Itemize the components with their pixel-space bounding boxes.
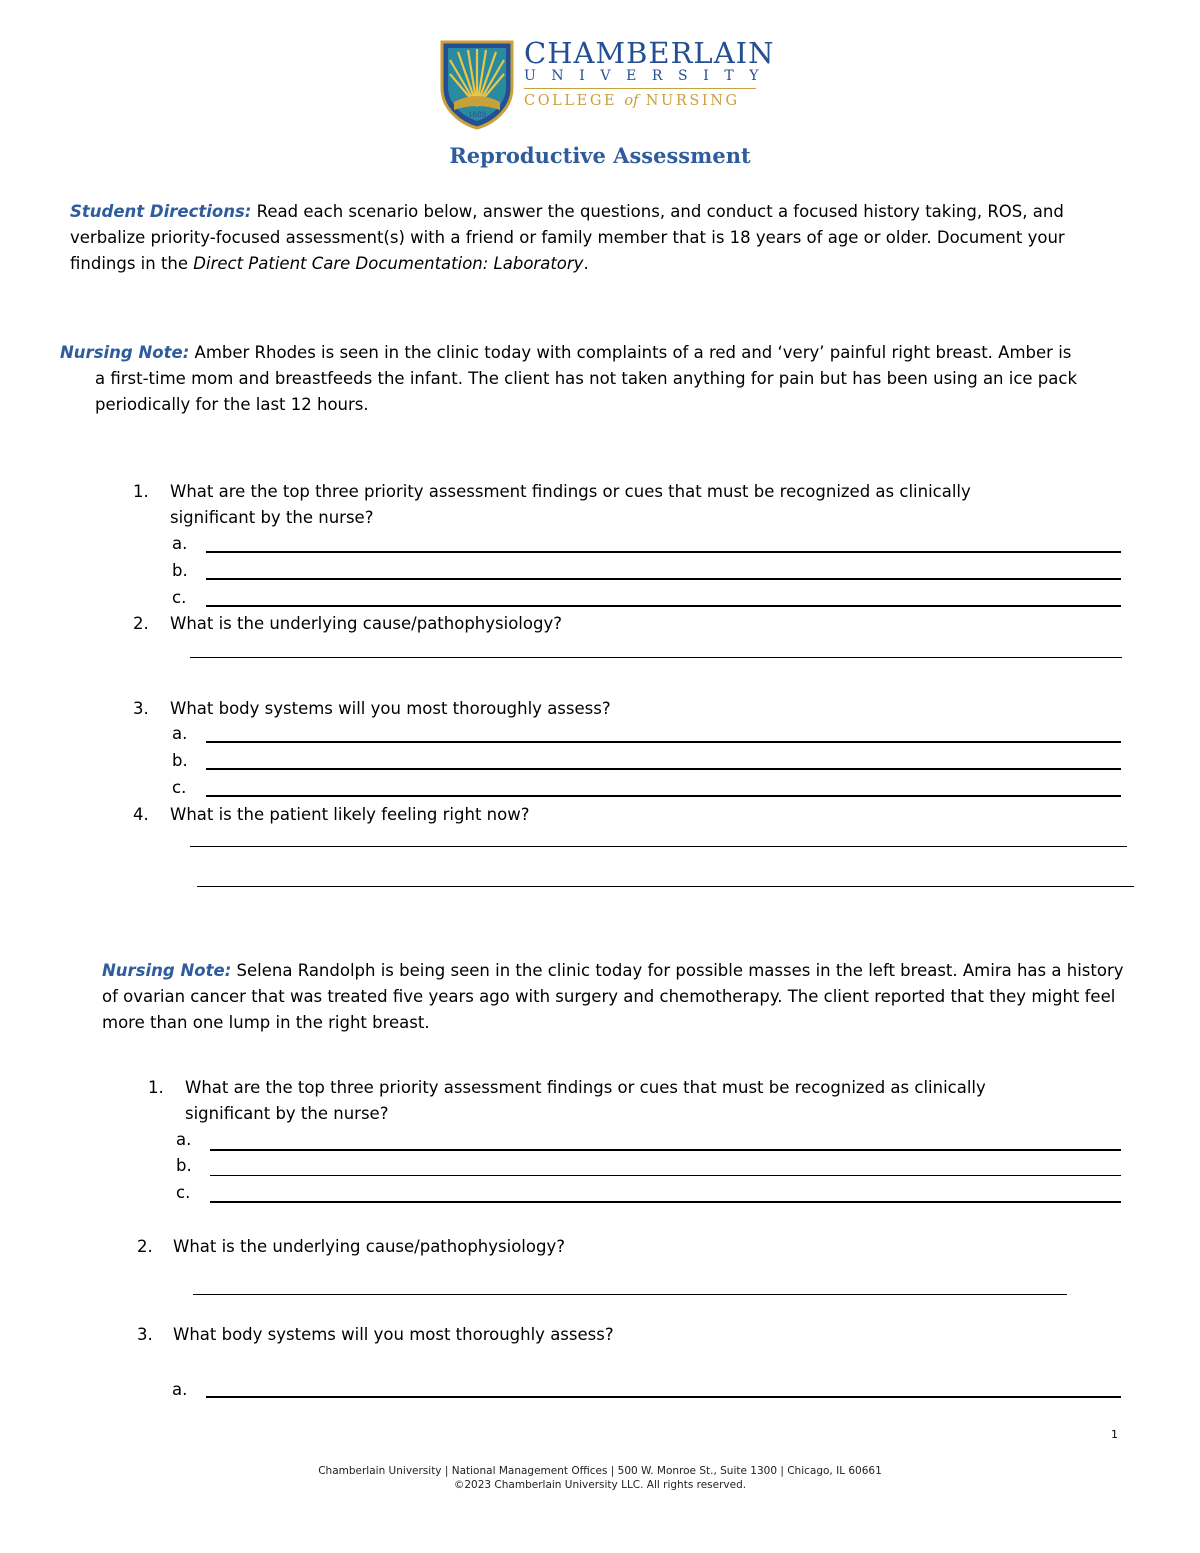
scenario1-label: Nursing Note: (60, 343, 190, 362)
s1-q1-letter-c: c. (172, 588, 187, 607)
s1-q4-text: What is the patient likely feeling right now? (170, 805, 530, 824)
footer-copyright: ©2023 Chamberlain University LLC. All rights reserved. (453, 1479, 747, 1491)
s2-q1-text: What are the top three priority assessment findings or cues that must be recognized as clinically significant by the nurse? (185, 1078, 986, 1123)
s2-q1-answer-c[interactable] (210, 1201, 1121, 1203)
student-directions: Student Directions: Read each scenario below, answer the questions, and conduct a focused history taking, ROS, and verbalize priority-focused assessment(s) with a friend or family member that is 18 years of age or older. Document your findings in the Direct Patient Care Documentation: Laboratory. (70, 202, 1065, 273)
s1-q1-answer-c[interactable] (206, 605, 1121, 607)
s2-q1-letter-b: b. (176, 1156, 192, 1175)
s2-q1-number: 1. (148, 1078, 164, 1097)
s1-q1-letter-b: b. (172, 561, 188, 580)
scenario1-note: Nursing Note: Amber Rhodes is seen in the clinic today with complaints of a red and ‘very’ painful right breast. Amber is (60, 343, 1072, 362)
s1-q2-answer[interactable] (190, 657, 1122, 658)
s2-q3-answer-a[interactable] (206, 1396, 1121, 1398)
s2-q1-answer-a[interactable] (210, 1149, 1121, 1151)
footer-address: Chamberlain University | National Management Offices | 500 W. Monroe St., Suite 1300 | Chicago, IL 60661 (318, 1465, 882, 1477)
document-name: Direct Patient Care Documentation: Laboratory (193, 254, 584, 273)
university-logo-shield (440, 40, 514, 130)
s1-q3-answer-b[interactable] (206, 768, 1121, 770)
directions-label: Student Directions: (70, 202, 252, 221)
page-title: Reproductive Assessment (449, 143, 751, 168)
s2-q1-letter-a: a. (176, 1130, 192, 1149)
logo-university: UNIVERSITY (524, 68, 775, 84)
s1-q1-letter-a: a. (172, 534, 188, 553)
logo-divider (524, 88, 756, 89)
page-number: 1 (1111, 1428, 1118, 1441)
s1-q1-answer-b[interactable] (206, 578, 1121, 580)
s2-q2-answer[interactable] (193, 1294, 1067, 1295)
s1-q3-letter-b: b. (172, 751, 188, 770)
s1-q1-number: 1. (133, 482, 149, 501)
s1-q4-number: 4. (133, 805, 149, 824)
s1-q3-number: 3. (133, 699, 149, 718)
logo-college: COLLEGE of NURSING (524, 93, 740, 109)
s1-q1-text: What are the top three priority assessment findings or cues that must be recognized as clinically significant by the nurse? (170, 482, 971, 527)
s1-q3-text: What body systems will you most thoroughly assess? (170, 699, 611, 718)
s1-q4-answer-line2[interactable] (197, 886, 1134, 887)
s1-q1-answer-a[interactable] (206, 551, 1121, 553)
s2-q3-letter-a: a. (172, 1380, 188, 1399)
s1-q3-letter-c: c. (172, 778, 187, 797)
s2-q1-letter-c: c. (176, 1183, 191, 1202)
scenario1-note-continued: a first-time mom and breastfeeds the infant. The client has not taken anything for pain but has been using an ice pack periodically for the last 12 hours. (95, 369, 1078, 414)
s1-q4-answer-line1[interactable] (190, 846, 1127, 847)
s1-q2-text: What is the underlying cause/pathophysiology? (170, 614, 562, 633)
s1-q3-answer-a[interactable] (206, 741, 1121, 743)
s2-q3-text: What body systems will you most thoroughly assess? (173, 1325, 614, 1344)
s1-q3-answer-c[interactable] (206, 795, 1121, 797)
logo-year: 1889 (468, 111, 486, 119)
s1-q3-letter-a: a. (172, 724, 188, 743)
s2-q1-answer-b[interactable] (210, 1175, 1121, 1176)
scenario2-label: Nursing Note: (102, 961, 232, 980)
s2-q2-text: What is the underlying cause/pathophysiology? (173, 1237, 565, 1256)
s2-q3-number: 3. (137, 1325, 153, 1344)
logo-name: CHAMBERLAIN (524, 36, 775, 70)
s1-q2-number: 2. (133, 614, 149, 633)
s2-q2-number: 2. (137, 1237, 153, 1256)
scenario2-note: Nursing Note: Selena Randolph is being seen in the clinic today for possible masses in the left breast. Amira has a history of ovarian cancer that was treated five years ago with surgery and chemotherapy. The client reported that they might feel more than one lump in the right breast. (102, 961, 1124, 1032)
